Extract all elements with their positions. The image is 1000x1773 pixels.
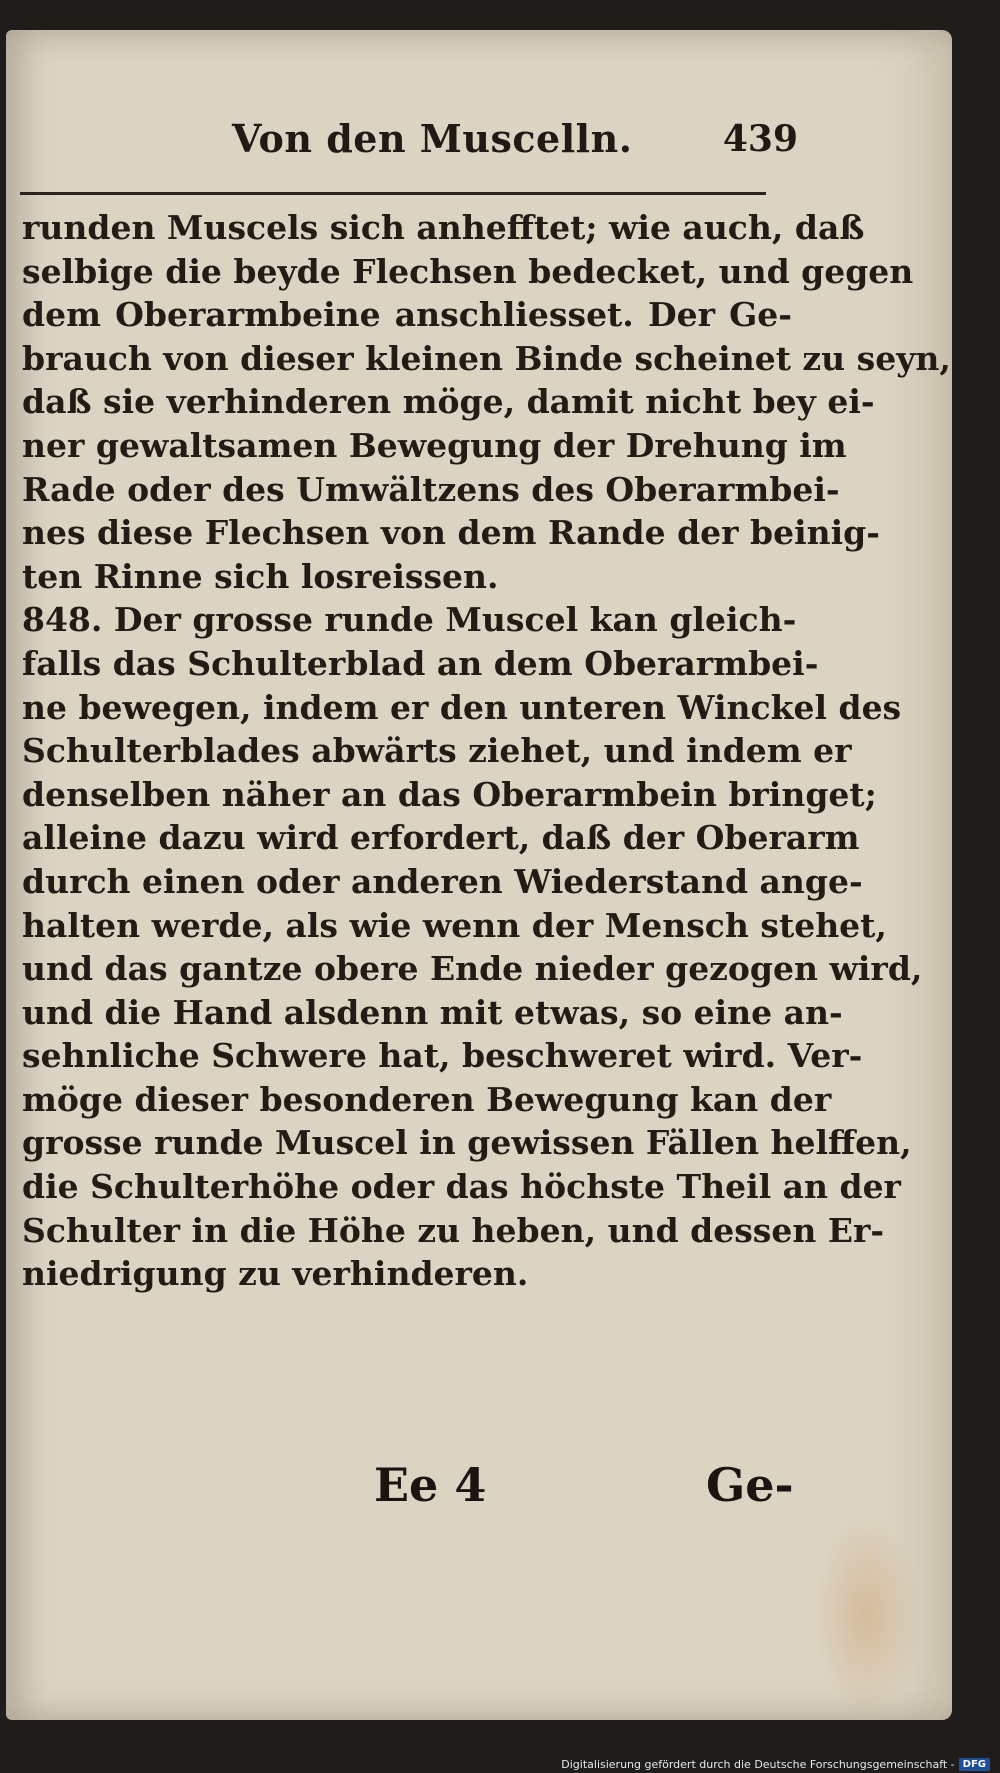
book-page	[6, 30, 952, 1720]
signature-mark: Ee 4	[374, 1458, 487, 1512]
credit-text: Digitalisierung gefördert durch die Deutsche Forschungsgemeinschaft -	[561, 1758, 955, 1771]
text-line: selbige die beyde Flechsen bedecket, und gegen	[22, 251, 914, 291]
text-line: brauch von dieser kleinen Binde scheinet zu seyn,	[22, 338, 951, 378]
text-line: daß sie verhinderen möge, damit nicht bey ei-	[22, 382, 875, 422]
header-rule	[20, 192, 766, 195]
text-line: und das gantze obere Ende nieder gezogen wird,	[22, 949, 923, 989]
text-line: dem Oberarmbeine anschliesset. Der Ge-	[22, 295, 792, 335]
text-line: grosse runde Muscel in gewissen Fällen helffen,	[22, 1123, 912, 1163]
body-text	[22, 206, 951, 1296]
text-line: nes diese Flechsen von dem Rande der beinig-	[22, 513, 880, 553]
digitization-credit	[561, 1758, 990, 1771]
text-line: ne bewegen, indem er den unteren Winckel des	[22, 687, 902, 727]
text-line: sehnliche Schwere hat, beschweret wird. Ver-	[22, 1036, 863, 1076]
text-line: möge dieser besonderen Bewegung kan der	[22, 1079, 832, 1119]
text-line: Schulter in die Höhe zu heben, und dessen Er-	[22, 1210, 885, 1250]
text-line: ten Rinne sich losreissen.	[22, 556, 499, 596]
running-title: Von den Muscelln.	[232, 116, 633, 161]
text-line: Schulterblades abwärts ziehet, und indem er	[22, 731, 852, 771]
text-line: halten werde, als wie wenn der Mensch stehet,	[22, 905, 887, 945]
text-line: Rade oder des Umwältzens des Oberarmbei-	[22, 469, 840, 509]
page-footer	[6, 1458, 952, 1528]
text-line: ner gewaltsamen Bewegung der Drehung im	[22, 425, 847, 465]
text-line: und die Hand alsdenn mit etwas, so eine an-	[22, 992, 843, 1032]
dfg-logo: DFG	[959, 1758, 990, 1771]
text-line: niedrigung zu verhinderen.	[22, 1254, 529, 1294]
text-line: die Schulterhöhe oder das höchste Theil an der	[22, 1167, 901, 1207]
text-line: 848. Der grosse runde Muscel kan gleich-	[22, 600, 797, 640]
text-line: denselben näher an das Oberarmbein bringet;	[22, 774, 877, 814]
text-line: runden Muscels sich anhefftet; wie auch, daß	[22, 208, 865, 247]
page-header	[232, 110, 798, 174]
catchword: Ge-	[706, 1458, 794, 1512]
text-line: falls das Schulterblad an dem Oberarmbei-	[22, 643, 819, 683]
paper-stain	[812, 1510, 922, 1720]
text-line: alleine dazu wird erfordert, daß der Oberarm	[22, 818, 860, 858]
page-number: 439	[722, 118, 798, 160]
text-line: durch einen oder anderen Wiederstand ange-	[22, 861, 863, 901]
